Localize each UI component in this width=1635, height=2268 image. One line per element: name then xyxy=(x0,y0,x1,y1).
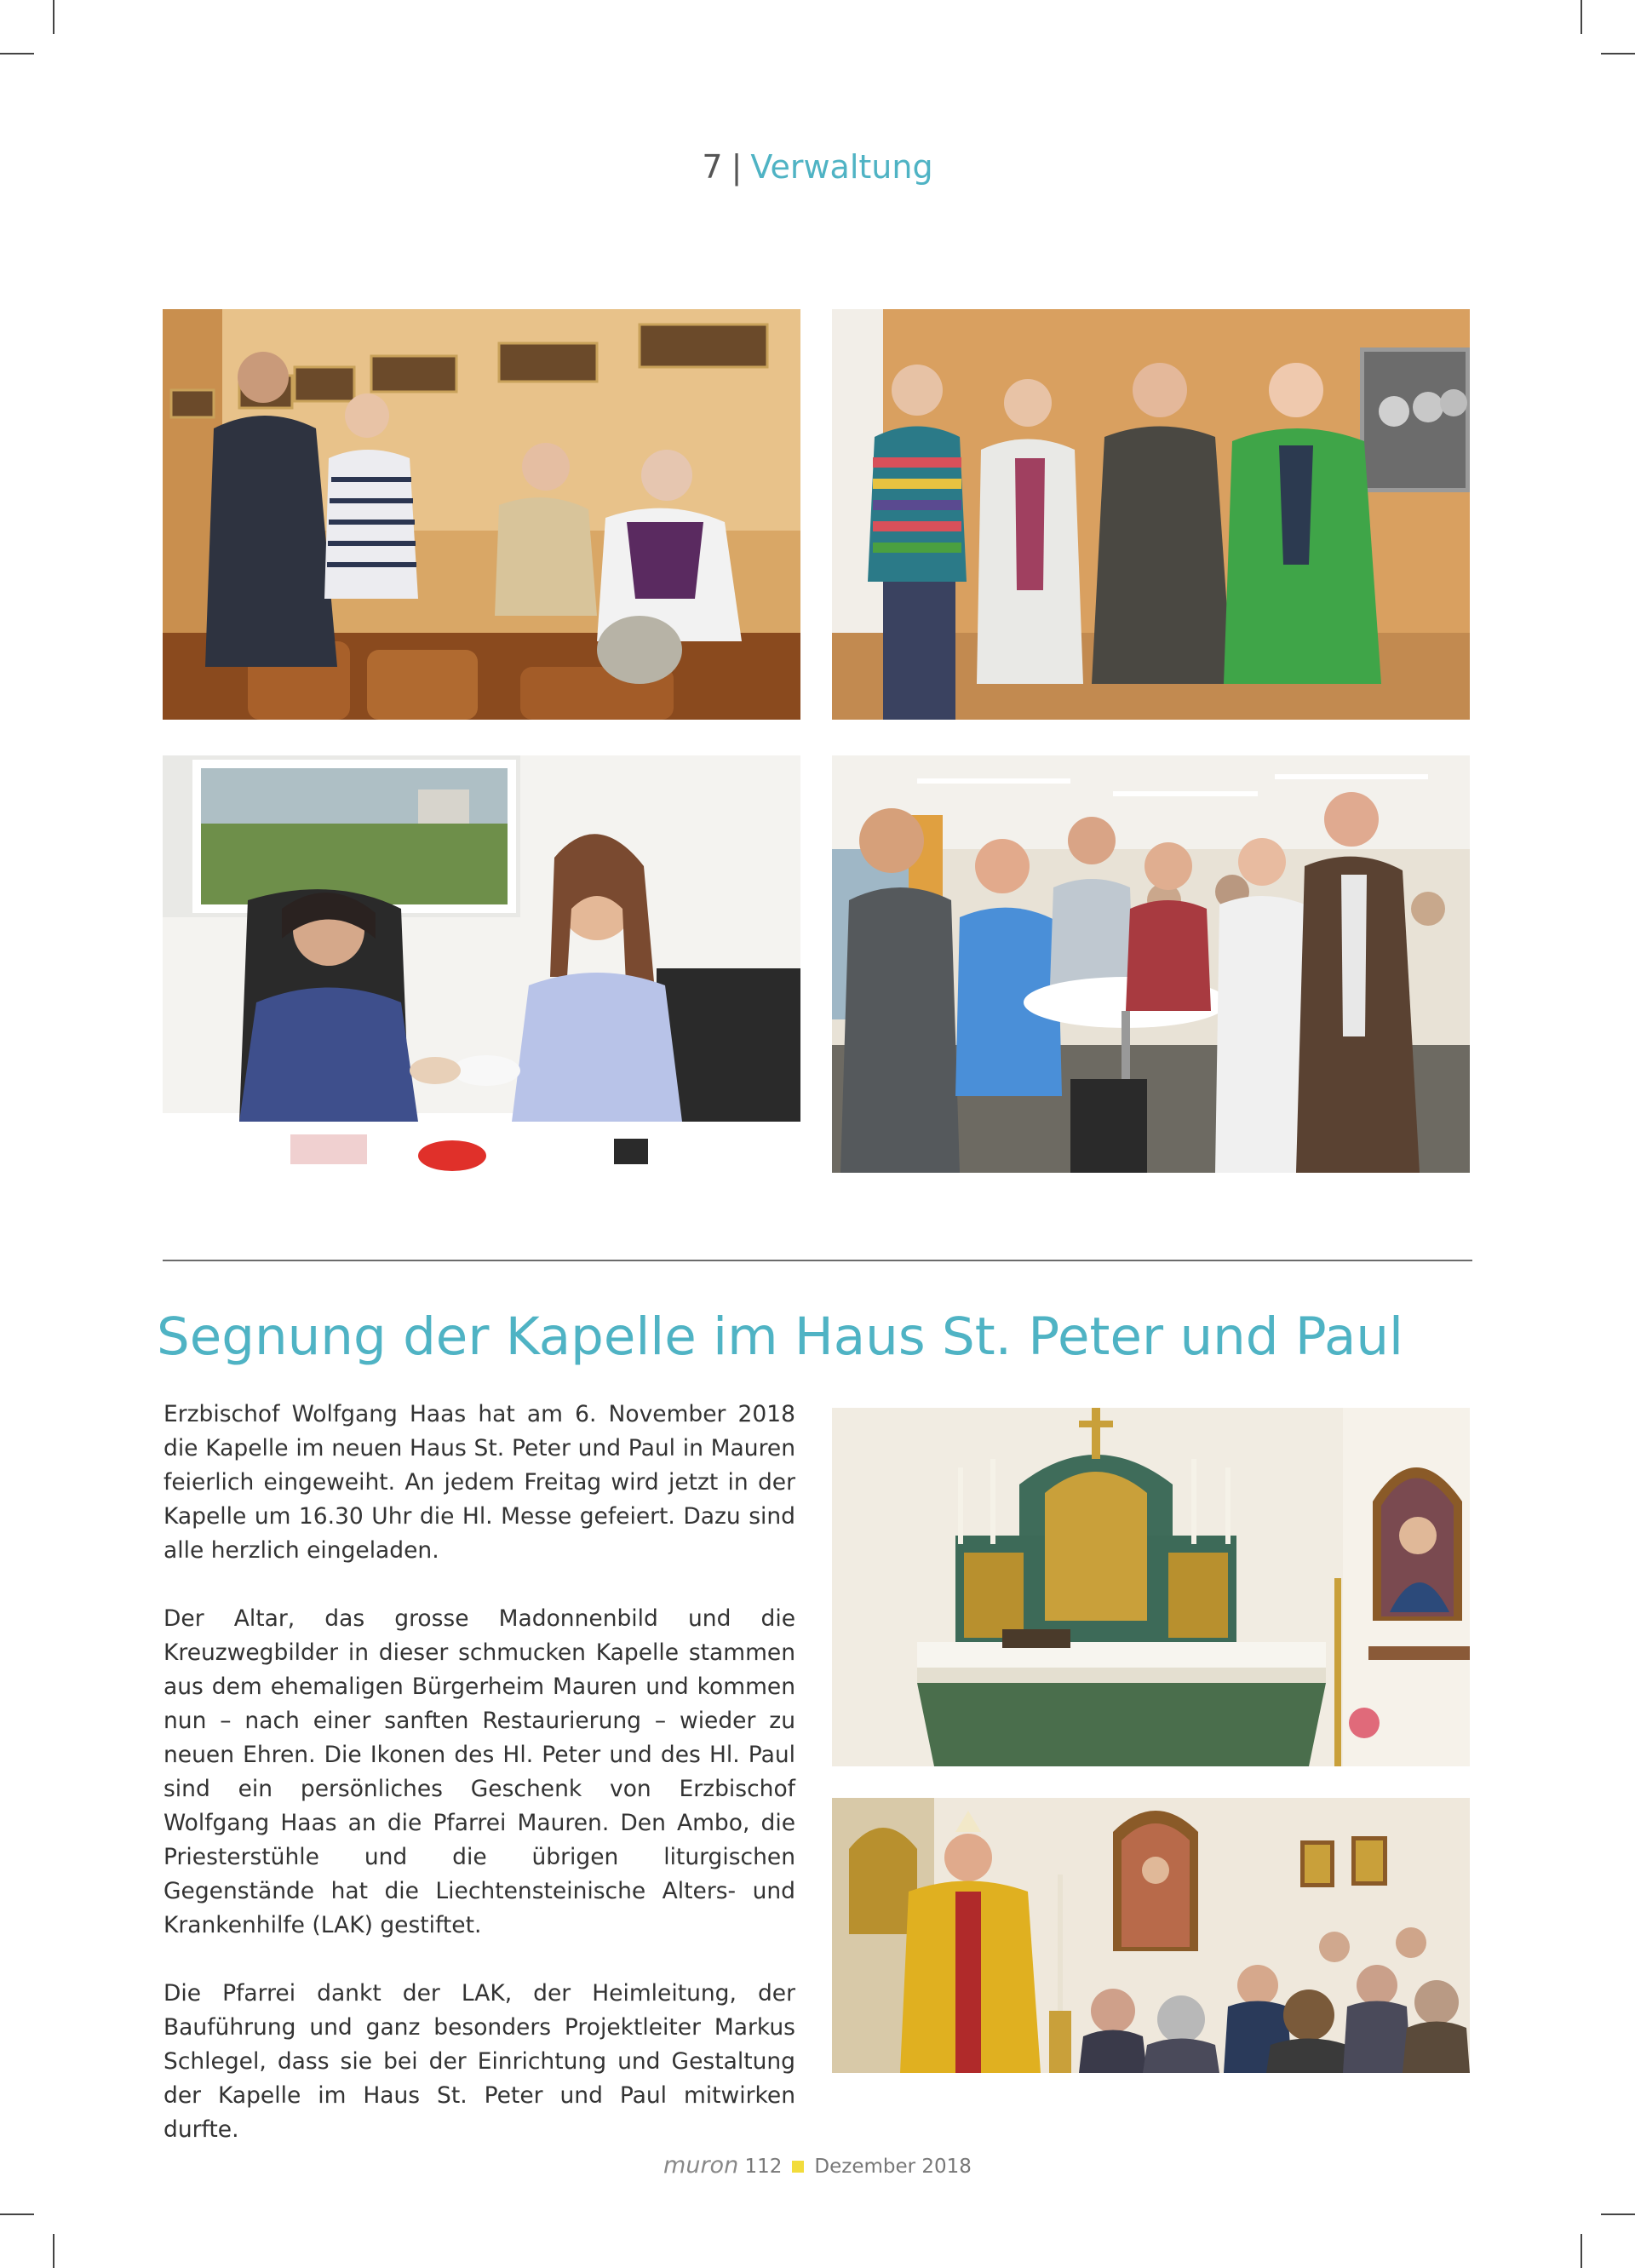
crop-mark xyxy=(1580,2234,1582,2268)
crop-mark xyxy=(1601,53,1635,55)
crop-mark xyxy=(1601,2213,1635,2215)
section-title: Verwaltung xyxy=(750,148,933,186)
section-divider xyxy=(163,1260,1472,1261)
page-number: 7 xyxy=(702,148,723,186)
article-paragraph: Erzbischof Wolfgang Haas hat am 6. November 2018 die Kapelle im neuen Haus St. Peter und Paul in Mauren feierlich eingeweiht. An jedem Freitag wird jetzt in der Kapelle um 16.30 Uhr die Hl. Messe gefeiert. Dazu sind alle herzlich eingeladen. xyxy=(164,1401,795,1564)
page-footer xyxy=(0,2153,1635,2179)
photo-gathering xyxy=(832,755,1470,1173)
issue-date: Dezember 2018 xyxy=(814,2156,972,2178)
crop-mark xyxy=(1580,0,1582,34)
photo-altar xyxy=(832,1408,1470,1766)
article-paragraph: Der Altar, das grosse Madonnenbild und die Kreuzwegbilder in dieser schmucken Kapelle stammen aus dem ehemaligen Bürgerheim Mauren und kommen nun – nach einer sanften Restaurierung – wieder zu neuen Ehren. Die Ikonen des Hl. Peter und des Hl. Paul sind ein persönliches Geschenk von Erzbischof Wolfgang Haas an die Pfarrei Mauren. Den Ambo, die Priesterstühle und die übrigen liturgischen Gegenstände hat die Liechtensteinische Alters- und Krankenhilfe (LAK) gestiftet. xyxy=(164,1605,795,1938)
photo-group-standing xyxy=(832,309,1470,720)
article-paragraph: Die Pfarrei dankt der LAK, der Heimleitung, der Bauführung und ganz besonders Projektleiter Markus Schlegel, dass sie bei der Einrichtung und Gestaltung der Kapelle im Haus St. Peter und Paul mitwirken durfte. xyxy=(164,1980,795,2143)
crop-mark xyxy=(0,53,34,55)
crop-mark xyxy=(0,2213,34,2215)
article-title: Segnung der Kapelle im Haus St. Peter und Paul xyxy=(157,1306,1403,1367)
photo-chapel-visitors xyxy=(163,309,800,720)
photo-health-check xyxy=(163,755,800,1173)
magazine-brand: muron xyxy=(663,2152,739,2179)
crop-mark xyxy=(53,2234,54,2268)
article-body xyxy=(164,1398,795,2147)
crop-mark xyxy=(53,0,54,34)
page-header xyxy=(0,143,1635,191)
footer-square-icon xyxy=(792,2161,804,2173)
header-separator: | xyxy=(731,148,743,186)
photo-bishop-service xyxy=(832,1798,1470,2073)
issue-number: 112 xyxy=(744,2156,783,2178)
